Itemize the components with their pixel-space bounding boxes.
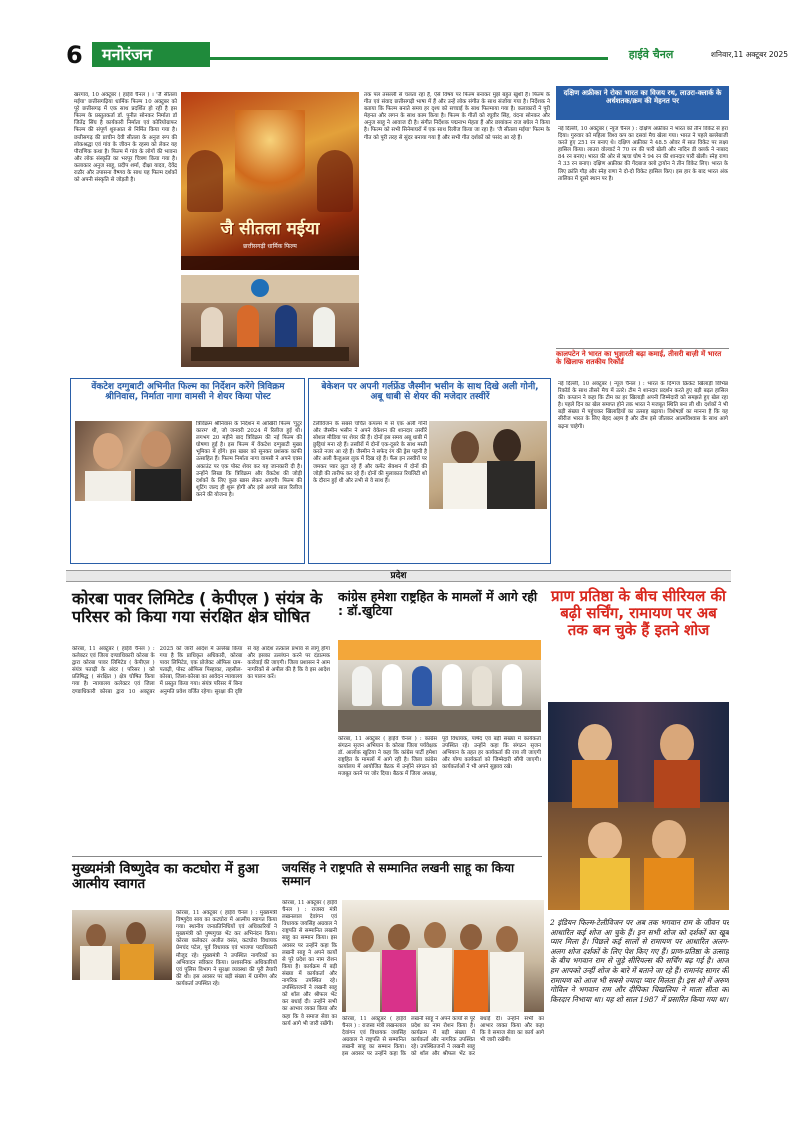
ali-goni-article: [308, 378, 551, 564]
pradesh-label: प्रदेश: [390, 571, 407, 581]
ramayan-body: 2 इंडियन फिल्म-टेलीविजन पर अब तक भगवान राम के जीवन पर आधारित कई शोज आ चुके हैं। इन सभी शोज को दर्शकों का खूब प्यार मिला है। पिछले कई सालों से रामायण पर आधारित अलग-अलग शोज दर्शकों के लिए पेश किए गए हैं। प्राण-प्रतिष्ठा के उत्साह के बीच भगवान राम से जुड़े सीरियल्स की सर्चिंग बढ़ गई है। आज हम आपको उन्हीं शोज के बारे में बताने जा रहे हैं। रामानंद सागर की रामायण को आज भी सबसे ज्यादा प्यार मिलता है। इस शो में अरुण गोविल ने भगवान राम और दीपिका चिखलिया ने माता सीता का किरदार निभाया था। यह शो साल 1987 में प्रसारित किया गया था।: [550, 918, 729, 1004]
ramayan-article: [548, 586, 729, 1082]
lead-body-right: तक पल तसल्ली से चलता रहा है, ऐसे विषय पर फिल्म बनाकर मुझे बहुत खुशी है। फिल्म के गीत एवं संवाद छत्तीसगढ़ी भाषा में हैं और उन्हें लोक संगीत के साथ संजोया गया है। निर्देशक ने बताया कि फिल्म बनाते समय हर दृश्य को सच्चाई के साथ फिल्माया गया है। कलाकारों ने पूरी मेहनत और लगन के साथ काम किया है। फिल्म के गीतों को रघुवीर सिंह, वंदना सोनकर और अनुज साहू ने आवाज दी है। संगीत निर्देशक पद्मनाभ मेहता हैं और छायांकन राज बघेल ने किया है। फिल्म को सभी सिनेमाघरों में एक साथ रिलीज किया जा रहा है। 'जै सीतला मईया' फिल्म के गीत को पूरी तरह से सुंदर बनाया गया है और सभी गीत दर्शकों को पसंद आ रहे हैं।: [364, 92, 550, 141]
poster-subtitle: छत्तीसगढ़ी धार्मिक फिल्म: [243, 243, 297, 250]
masthead-logo: हाईवे चैनल: [628, 48, 674, 61]
ali-goni-photo: [429, 421, 547, 509]
section-title: मनोरंजन: [102, 45, 152, 64]
poster-credits-strip: [181, 256, 359, 270]
film-poster: [181, 92, 359, 270]
pradesh-band: [66, 570, 731, 582]
event-photo: [181, 275, 359, 367]
sidebar-body-1: नई दिल्ली, 10 अक्टूबर ( न्यूज चैनल ) : दक्षिण अफ्रीका ने भारत को तीन विकेट से हरा दिया। गुरुवार को महिला विश्व कप का दसवां मैच खेला गया। भारत ने पहले बल्लेबाजी करते हुए 251 रन बनाए थे। दक्षिण अफ्रीका ने 48.5 ओवर में सात विकेट पर लक्ष्य हासिल किया। लाउरा वोल्वार्ट ने 70 रन की पारी खेली और नादिन डी क्लर्क ने नाबाद 84 रन बनाए। भारत की ओर से ऋचा घोष ने 94 रन की शानदार पारी खेली। स्नेह राणा ने 33 रन बनाए। दक्षिण अफ्रीका की गेंदबाज क्लो ट्रायोन ने तीन विकेट लिए। भारत के लिए क्रांति गौड़ और स्नेह राणा ने दो-दो विकेट हासिल किए। इस हार के बाद भारत अंक तालिका में दूसरे स्थान पर है।: [558, 126, 728, 182]
ramayan-headline: प्राण प्रतिष्ठा के बीच सीरियल की बढ़ी सर्चिंग, रामायण पर अब तक बन चुके हैं इतने शोज: [551, 587, 726, 639]
venkatesh-article: [70, 378, 305, 564]
jaysingh-body-cont: कोरबा, 11 अक्टूबर ( हाईवे चैनल ) : राजस्व मंत्री लखनलाल देवांगन एवं विधायक जयसिंह अग्रवाल ने राष्ट्रपति से सम्मानित लखनी साहू का सम्मान किया। इस अवसर पर उन्होंने कहा कि लखनी साहू ने अपने कार्यों से पूरे प्रदेश का नाम रोशन किया है। कार्यक्रम में बड़ी संख्या में कार्यकर्ता और नागरिक उपस्थित रहे। उपस्थितजनों ने लखनी साहू को शॉल और श्रीफल भेंट कर बधाई दी। उन्होंने सभी का आभार व्यक्त किया और कहा कि वे समाज सेवा का कार्य आगे भी जारी रखेंगी।: [342, 1016, 544, 1058]
cm-headline: मुख्यमंत्री विष्णुदेव का कटघोरा में हुआ आत्मीय स्वागत: [72, 861, 259, 893]
venkatesh-headline: वेंकटेश दग्गुबाटी अभिनीत फिल्म का निर्देशन करेंगे त्रिविक्रम श्रीनिवास, निर्माता नागा वामसी ने शेयर किया पोस्ट: [91, 382, 285, 403]
page-header: [66, 40, 788, 70]
issue-date: शनिवार,11 अक्टूबर 2025: [710, 50, 788, 59]
lead-article: [74, 92, 550, 370]
sidebar-divider: [556, 348, 729, 349]
kpl-body: कोरबा, 11 अक्टूबर ( हाईवे चैनल ) : कलेक्टर एवं जिला दण्डाधिकारी कोरबा के द्वारा कोरबा पावर लिमिटेड ( केपीएल ) संयंत्र पताढ़ी के अंदर ( परिसर ) को प्रतिषिद्ध ( संरक्षित ) क्षेत्र घोषित किया गया है। न्यायालय कलेक्टर एवं जिला दण्डाधिकारी कोरबा द्वारा 10 अक्टूबर 2025 को जारी आदेश में उल्लेख किया गया है कि प्राधिकृत अधिकारी, कोरबा पावर लिमिटेड, एक प्रोजेक्ट ऑफिस ग्राम-पताढ़ी, पोस्ट ऑफिस पिस्हाका, तहसील-कोरबा, जिला-कोरबा का आवेदन न्यायालय में प्रस्तुत किया गया। संयंत्र परिसर में बिना अनुमति प्रवेश वर्जित रहेगा। सुरक्षा की दृष्टि से यह आदेश तत्काल प्रभाव से लागू होगा और इसका उल्लंघन करने पर दंडात्मक कार्रवाई की जाएगी। जिला प्रशासन ने आम नागरिकों से अपील की है कि वे इस आदेश का पालन करें।: [72, 646, 330, 695]
jaysingh-photo: [342, 900, 544, 1012]
congress-headline: कांग्रेस हमेशा राष्ट्रहित के मामलों में आगे रही : डॉ.खुटिया: [338, 589, 538, 618]
kpl-headline: कोरबा पावर लिमिटेड ( केपीएल ) संयंत्र के परिसर को किया गया संरक्षित क्षेत्र घोषित: [72, 589, 323, 626]
sidebar-headline-2: कालपटेन ने भारत का भुज्ञारती बढ़ा कमाई, तीसरी बाज़ी में भारत के खिलाफ शतकीय रिकॉर्ड: [556, 350, 722, 366]
cm-photo: [72, 910, 172, 980]
cm-article: [72, 862, 277, 1084]
congress-photo: [338, 640, 541, 732]
cm-body: कोरबा, 11 अक्टूबर ( हाईवे चैनल ) : मुख्यमंत्री विष्णुदेव साय का कटघोरा में आत्मीय स्वागत किया गया। स्थानीय जनप्रतिनिधियों एवं अधिकारियों ने मुख्यमंत्री को पुष्पगुच्छ भेंट कर अभिनंदन किया। कोरबा कलेक्टर अजीत वसंत, कटघोरा विधायक प्रेमचंद पटेल, पूर्व विधायक एवं भाजपा पदाधिकारी मौजूद रहे। मुख्यमंत्री ने उपस्थित नागरिकों का अभिवादन स्वीकार किया। प्रशासनिक अधिकारियों एवं पुलिस विभाग ने सुरक्षा व्यवस्था की पूरी तैयारी की थी। इस अवसर पर बड़ी संख्या में ग्रामीण और कार्यकर्ता उपस्थित रहे।: [176, 910, 277, 987]
ali-goni-headline: बेकेशन पर अपनी गर्लफ्रेंड जैस्मीन भसीन के साथ दिखे अली गोनी, अबू धाबी से शेयर की मजेदार तस्वीरें: [321, 382, 539, 403]
sidebar-headline-1: दक्षिण अफ्रीका ने रोका भारत का विजय रथ, लाउरा-क्लार्क के अर्धशतक/क्रम की मेहनत पर: [556, 86, 729, 120]
congress-article: [338, 590, 543, 852]
congress-body: कोरबा, 11 अक्टूबर ( हाईवे चैनल ) : कांग्रेस संगठन सृजन अभियान के कोरबा जिला पर्यवेक्षक डॉ. आलोक खुटिया ने कहा कि कांग्रेस पार्टी हमेशा राष्ट्रहित के मामलों में आगे रही है। जिला कांग्रेस कार्यालय में आयोजित बैठक में उन्होंने संगठन को मजबूत करने पर जोर दिया। बैठक में जिला अध्यक्ष, पूर्व विधायक, पार्षद एवं बड़ी संख्या में कार्यकर्ता उपस्थित रहे। उन्होंने कहा कि संगठन सृजन अभियान के तहत हर कार्यकर्ता की राय ली जाएगी और योग्य कार्यकर्ता को जिम्मेदारी सौंपी जाएगी। कार्यकर्ताओं ने भी अपने सुझाव रखे।: [338, 736, 541, 778]
poster-title: जै सीतला मईया: [220, 219, 320, 239]
sidebar-article-cricket: [556, 84, 729, 346]
jaysingh-body: कोरबा, 11 अक्टूबर ( हाईवे चैनल ) : राजस्व मंत्री लखनलाल देवांगन एवं विधायक जयसिंह अग्रवाल ने राष्ट्रपति से सम्मानित लखनी साहू का सम्मान किया। इस अवसर पर उन्होंने कहा कि लखनी साहू ने अपने कार्यों से पूरे प्रदेश का नाम रोशन किया है। कार्यक्रम में बड़ी संख्या में कार्यकर्ता और नागरिक उपस्थित रहे। उपस्थितजनों ने लखनी साहू को शॉल और श्रीफल भेंट कर बधाई दी। उन्होंने सभी का आभार व्यक्त किया और कहा कि वे समाज सेवा का कार्य आगे भी जारी रखेंगी।: [282, 900, 337, 1027]
jaysingh-headline: जयसिंह ने राष्ट्रपति से सम्मानित लखनी साहू का किया सम्मान: [282, 861, 515, 889]
venkatesh-photo: [75, 421, 192, 501]
venkatesh-body: त्रिविक्रम श्रीनिवास के निर्देशन में आखिरी फिल्म 'गुंटूर कारम' थी, जो जनवरी 2024 में रिलीज हुई थी। लगभग 20 महीने बाद त्रिविक्रम की नई फिल्म की घोषणा हुई है। इस फिल्म में वेंकटेश दग्गुबाटी मुख्य भूमिका में होंगे। इस खबर को सुनकर प्रशंसक काफी उत्साहित हैं। फिल्म निर्माता नागा वामसी ने अपने एक्स अकाउंट पर एक पोस्ट शेयर कर यह जानकारी दी है। उन्होंने लिखा कि त्रिविक्रम और वेंकटेश की जोड़ी दर्शकों के लिए कुछ खास लेकर आएगी। फिल्म की शूटिंग जल्द ही शुरू होगी और इसे अगले साल रिलीज करने की योजना है।: [196, 421, 302, 498]
header-rule: [210, 57, 608, 60]
ramayan-photo: [548, 702, 729, 910]
lower-rule: [72, 856, 542, 857]
page-number: 6: [66, 41, 83, 69]
jaysingh-article: [282, 862, 544, 1084]
kpl-article: [72, 590, 332, 852]
ali-goni-body: टेलीविजन के सबसे चर्चित कपल्स में से एक अली गोनी और जैस्मीन भसीन ने अपने वेकेशन की शानदार तस्वीरें सोशल मीडिया पर शेयर की हैं। दोनों इस समय अबू धाबी में छुट्टियां मना रहे हैं। तस्वीरों में दोनों एक-दूसरे के साथ मस्ती करते नजर आ रहे हैं। जैस्मीन ने सफेद रंग की ड्रेस पहनी है और अली कैजुअल लुक में दिख रहे हैं। फैंस इन तस्वीरों पर जमकर प्यार लुटा रहे हैं और कमेंट सेक्शन में दोनों की जोड़ी की तारीफ कर रहे हैं। दोनों की मुलाकात रियलिटी शो के दौरान हुई थी और तभी से वे साथ हैं।: [313, 421, 427, 484]
sidebar-body-2: नई दिल्ली, 10 अक्टूबर ( न्यूज चैनल ) : भारत के दिग्गज क्रिकेट खिलाड़ी विभिन्न रिकॉर्ड के साथ तीसरे मैच में उतरे। टीम ने शानदार प्रदर्शन करते हुए बड़ी बढ़त हासिल की। कप्तान ने कहा कि टीम का हर खिलाड़ी अपनी जिम्मेदारी को समझते हुए खेल रहा है। पहले दिन का खेल समाप्त होने तक भारत ने मजबूत स्थिति बना ली थी। दर्शकों ने भी बड़ी संख्या में पहुंचकर खिलाड़ियों का उत्साह बढ़ाया। विशेषज्ञों का मानना है कि यह सीरीज भारत के लिए बेहद अहम है और टीम इसे जीतकर आत्मविश्वास के साथ आगे बढ़ना चाहेगी।: [558, 381, 728, 430]
section-tab: [92, 42, 210, 67]
lead-body-left: खरगांव, 10 अक्टूबर ( हाईवे चैनल ) । 'जै सीतला मईया' छत्तीसगढ़िया धार्मिक फिल्म 10 अक्टूबर को पूरे छत्तीसगढ़ में एक साथ प्रदर्शित हो रही है इस फिल्म के प्रस्तुतकर्ता डॉ. पुनीत सोनकर निर्माता डॉ जितेंद्र सिंघ है कार्यकारी निर्माता एवं कोरियोग्राफर फिल्म की संपूर्ण शुरुआत से निर्मित किया गया है। छत्तीसगढ़ की प्राचीन देवी सीतला के अनुज रूप की लोकश्रद्धा एवं गांव के जीवन के रहस्य को लेकर यह पौराणिक कथा है। फिल्म में गांव के लोगों की भावना और लोक संस्कृति का भरपूर चित्रण किया गया है। कलाकार अनुज साहू, प्रदीप शर्मा, दीक्षा यादव, देवेंद्र राठौर और उपासना वैष्णव के साथ यह फिल्म दर्शकों को अपनी संस्कृति से जोड़ती है।: [74, 92, 177, 184]
